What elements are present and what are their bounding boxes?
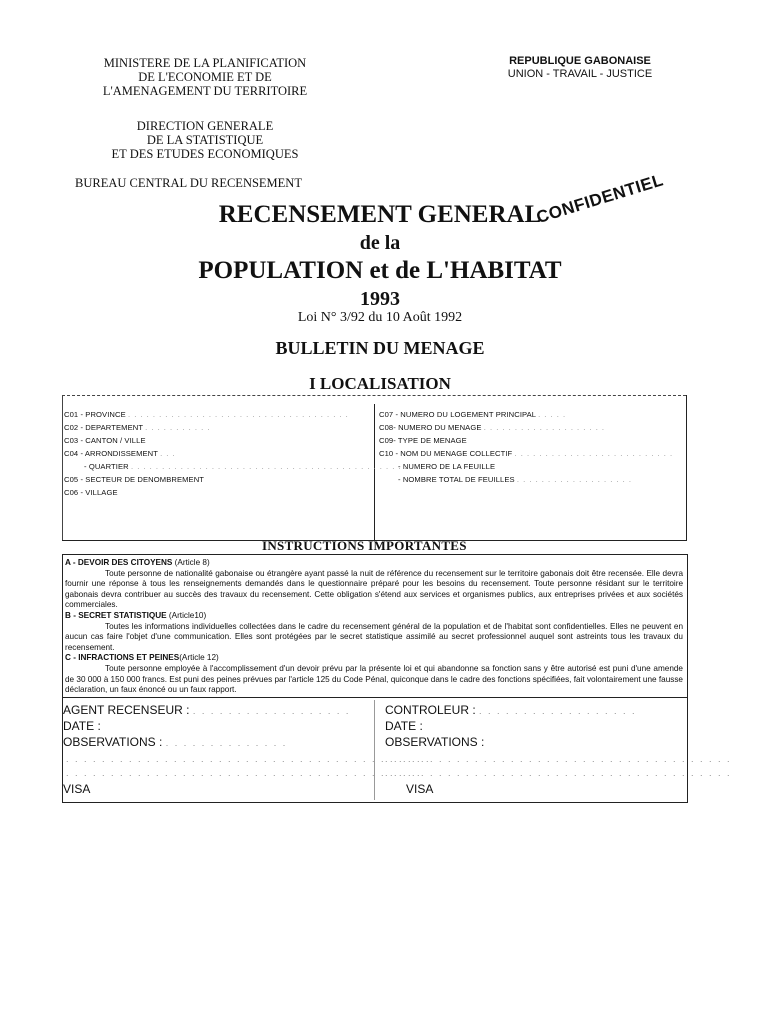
section-title-localisation: I LOCALISATION — [309, 374, 451, 393]
bulletin-title: BULLETIN DU MENAGE — [275, 338, 485, 358]
field-secteur[interactable] — [64, 473, 204, 486]
section-b-heading: B - SECRET STATISTIQUE (Article10) — [65, 610, 207, 620]
controleur-observations-label: OBSERVATIONS : — [385, 735, 485, 749]
ministry-line-1: MINISTERE DE LA PLANIFICATION — [103, 56, 307, 70]
law-reference: Loi N° 3/92 du 10 Août 1992 — [297, 310, 463, 325]
field-dots: . . . . . — [538, 410, 567, 419]
controleur-date-field[interactable] — [385, 718, 423, 734]
field-label: - NUMERO DE LA FEUILLE — [398, 462, 496, 471]
direction-block — [70, 119, 340, 161]
title-line-1: RECENSEMENT GENERAL — [218, 201, 542, 228]
section-a-heading: A - DEVOIR DES CITOYENS (Article 8) — [65, 558, 210, 567]
field-canton-ville[interactable] — [64, 434, 146, 447]
controleur-observations-line-1[interactable]: . . . . . . . . . . . . . . . . . . . . . . . . . . . . . . . . . . . . . . . — [385, 754, 732, 764]
direction-line-2: DE LA STATISTIQUE — [146, 133, 264, 147]
field-label: C01 - PROVINCE — [64, 410, 126, 419]
agent-date-label: DATE : — [63, 719, 101, 733]
field-dots: . . . . . . . . . . . . . . . . . . . . — [483, 423, 606, 432]
ministry-line-3: L'AMENAGEMENT DU TERRITOIRE — [102, 84, 308, 98]
field-label: C07 - NUMERO DU LOGEMENT PRINCIPAL — [379, 410, 536, 419]
field-label: C09- TYPE DE MENAGE — [379, 436, 467, 445]
agent-observations-field[interactable] — [63, 734, 287, 751]
section-b-text: Toutes les informations individuelles collectées dans le cadre du recensement général de la population et de l'habitat sont confidentielles. Elles ne peuvent en aucun cas faire l'objet d'une communication. Elles sont protégées par le secret statistique assimilé au secret professionnel auquel sont astreints tous les travaux du recensement. — [65, 621, 683, 652]
controleur-observations-field[interactable] — [385, 734, 484, 750]
field-label: - NOMBRE TOTAL DE FEUILLES — [398, 475, 515, 484]
field-dots: . . . . . . . . . . . . . . . . . . — [192, 706, 351, 716]
controleur-label: CONTROLEUR : — [385, 703, 476, 717]
field-label: C03 - CANTON / VILLE — [64, 436, 146, 445]
section-a-text: Toute personne de nationalité gabonaise ou étrangère ayant passé la nuit de référence du recensement sur le territoire gabonais doit être recensée. Elle devra fournir une réponse à tous les renseignements demandés dans le questionnaire préparé pour les besoins du recensement. Toute personne résidant sur le territoire gabonais devra contribuer au succès des travaux du recensement. Cette obligation s'étend aux services et organismes publics, aux entreprises privées et aux sociétés commerciales. — [65, 568, 683, 610]
field-arrondissement[interactable] — [64, 447, 176, 460]
field-nombre-feuilles[interactable] — [398, 473, 632, 486]
agent-observations-line-2[interactable]: . . . . . . . . . . . . . . . . . . . . . . . . . . . . . . . . . . . . . . . . — [66, 768, 422, 778]
field-label: - QUARTIER — [84, 462, 129, 471]
field-nom-menage-collectif[interactable] — [379, 447, 673, 460]
agent-visa-field[interactable] — [63, 781, 90, 797]
republic-motto: UNION - TRAVAIL - JUSTICE — [507, 68, 653, 80]
field-label: C04 - ARRONDISSEMENT — [64, 449, 158, 458]
republic-name: REPUBLIQUE GABONAISE — [509, 55, 651, 67]
agent-recenseur-field[interactable] — [63, 702, 350, 719]
field-province[interactable] — [64, 408, 349, 421]
field-quartier[interactable] — [84, 460, 414, 473]
field-dots: . . . . . . . . . . . . . . . . . . . . . . . . . . . . . . . . . . . . — [127, 410, 349, 419]
agent-divider — [374, 700, 375, 800]
controleur-observations-line-2[interactable]: . . . . . . . . . . . . . . . . . . . . . . . . . . . . . . . . . . . . . . . — [385, 768, 732, 778]
controleur-visa-label: VISA — [406, 782, 434, 796]
confidential-stamp: CONFIDENTIEL — [534, 170, 666, 228]
ministry-line-2: DE L'ECONOMIE ET DE — [138, 70, 272, 84]
title-line-3: POPULATION et de L'HABITAT — [198, 257, 562, 284]
agent-observations-line-1[interactable]: . . . . . . . . . . . . . . . . . . . . . . . . . . . . . . . . . . . . . . . . . — [66, 754, 431, 764]
field-dots: . . . . . . . . . . . — [145, 423, 211, 432]
title-year: 1993 — [360, 288, 400, 310]
field-village[interactable] — [64, 486, 118, 499]
direction-line-1: DIRECTION GENERALE — [136, 119, 274, 133]
agent-recenseur-label: AGENT RECENSEUR : — [63, 703, 190, 717]
ministry-block — [70, 56, 340, 98]
title-line-2: de la — [359, 232, 401, 254]
field-dots: . . . — [160, 449, 176, 458]
controleur-date-label: DATE : — [385, 719, 423, 733]
republic-block — [480, 55, 680, 81]
bureau-label: BUREAU CENTRAL DU RECENSEMENT — [75, 176, 302, 190]
field-label: C06 - VILLAGE — [64, 488, 118, 497]
instructions-title: INSTRUCTIONS IMPORTANTES — [262, 538, 467, 553]
instructions-text — [65, 558, 683, 696]
field-dots: . . . . . . . . . . . . . . — [165, 738, 288, 748]
field-numero-feuille[interactable] — [398, 460, 495, 473]
field-label: C02 - DEPARTEMENT — [64, 423, 143, 432]
field-dots: . . . . . . . . . . . . . . . . . . — [479, 706, 637, 716]
section-c-heading: C - INFRACTIONS ET PEINES(Article 12) — [65, 653, 219, 663]
field-dots: . . . . . . . . . . . . . . . . . . . . . . . . . . . . . . . . . . . . . . . . . . . . . . — [130, 462, 414, 471]
agent-visa-label: VISA — [63, 782, 91, 796]
direction-line-3: ET DES ETUDES ECONOMIQUES — [111, 147, 299, 161]
section-c-text: Toute personne employée à l'accomplissement d'un devoir prévu par la présente loi et qui abandonne sa fonction sans y être autorisé est puni d'une amende de 30 000 à 150 000 francs. Est puni des peines prévues par l'article 125 du Code Pénal, quiconque dans le cadre des fonctions spécifiées, fait volontairement une fausse déclaration, un faux énoncé ou un faux rapport. — [65, 663, 683, 695]
field-numero-logement[interactable] — [379, 408, 566, 421]
field-departement[interactable] — [64, 421, 210, 434]
field-label: C05 - SECTEUR DE DENOMBREMENT — [64, 475, 205, 484]
field-label: C08- NUMERO DU MENAGE — [379, 423, 482, 432]
controleur-field[interactable] — [385, 702, 637, 719]
field-dots: . . . . . . . . . . . . . . . . . . . . . . . . . . — [514, 449, 674, 458]
field-numero-menage[interactable] — [379, 421, 605, 434]
controleur-visa-field[interactable] — [406, 781, 433, 797]
agent-observations-label: OBSERVATIONS : — [63, 735, 163, 749]
field-type-menage[interactable] — [379, 434, 467, 447]
field-label: C10 - NOM DU MENAGE COLLECTIF — [379, 449, 513, 458]
field-dots: . . . . . . . . . . . . . . . . . . . — [516, 475, 632, 484]
agent-date-field[interactable] — [63, 718, 101, 734]
